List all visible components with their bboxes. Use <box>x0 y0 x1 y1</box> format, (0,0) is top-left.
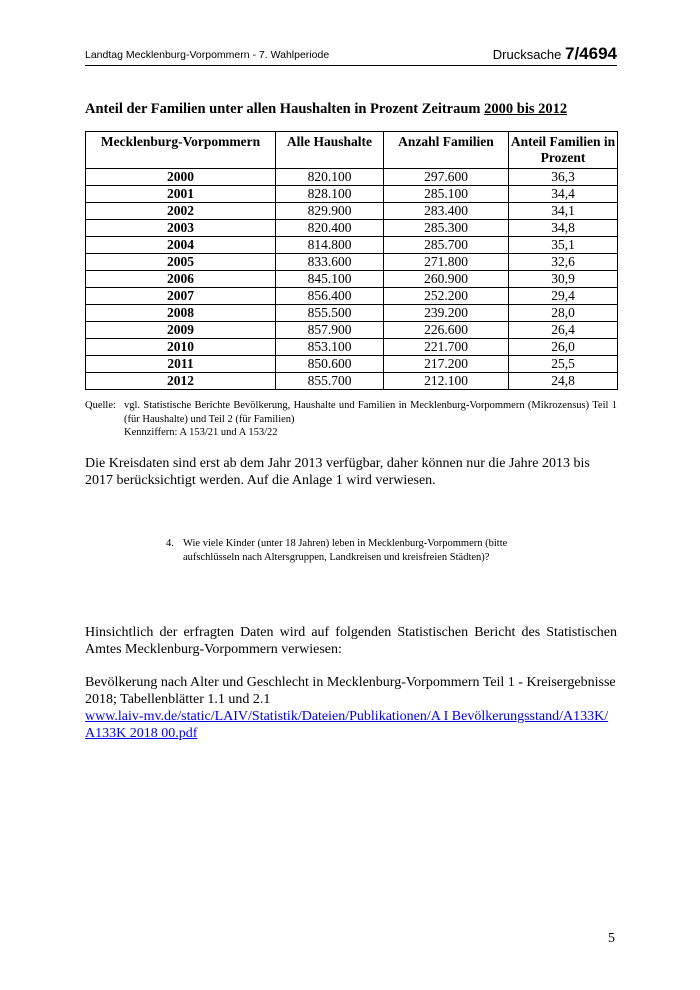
cell-households: 828.100 <box>276 186 384 203</box>
cell-families: 271.800 <box>384 254 509 271</box>
page-number: 5 <box>608 931 615 946</box>
document-number-label: Drucksache <box>492 47 565 62</box>
cell-year: 2010 <box>86 339 276 356</box>
cell-year: 2007 <box>86 288 276 305</box>
table-row <box>86 305 618 322</box>
table-header-row <box>86 132 618 169</box>
source-label: Quelle: <box>85 400 116 411</box>
cell-families: 260.900 <box>384 271 509 288</box>
cell-year: 2003 <box>86 220 276 237</box>
header-title: Landtag Mecklenburg-Vorpommern - 7. Wahlperiode <box>85 49 330 61</box>
column-header-region: Mecklenburg-Vorpommern <box>86 132 276 169</box>
cell-share: 34,1 <box>509 203 618 220</box>
cell-year: 2009 <box>86 322 276 339</box>
table-row <box>86 203 618 220</box>
cell-share: 35,1 <box>509 237 618 254</box>
cell-share: 26,4 <box>509 322 618 339</box>
cell-year: 2008 <box>86 305 276 322</box>
column-header-households: Alle Haushalte <box>276 132 384 169</box>
report-link[interactable]: www.laiv-mv.de/static/LAIV/Statistik/Dateien/Publikationen/A I Bevölkerungsstand/A133K/A133K 2018 00.pdf <box>85 709 609 741</box>
cell-households: 857.900 <box>276 322 384 339</box>
cell-households: 814.800 <box>276 237 384 254</box>
cell-households: 833.600 <box>276 254 384 271</box>
table-row <box>86 356 618 373</box>
cell-families: 221.700 <box>384 339 509 356</box>
cell-households: 820.100 <box>276 169 384 186</box>
cell-families: 297.600 <box>384 169 509 186</box>
cell-share: 26,0 <box>509 339 618 356</box>
page-header <box>85 43 617 66</box>
cell-households: 855.700 <box>276 373 384 390</box>
table-row <box>86 288 618 305</box>
cell-households: 820.400 <box>276 220 384 237</box>
question-block <box>166 537 516 564</box>
cell-year: 2000 <box>86 169 276 186</box>
cell-year: 2011 <box>86 356 276 373</box>
source-note <box>85 399 617 440</box>
column-header-share: Anteil Familien in Prozent <box>509 132 618 169</box>
question-text: Wie viele Kinder (unter 18 Jahren) leben in Mecklenburg-Vorpommern (bitte aufschlüsseln nach Altersgruppen, Landkreisen und kreisfreien Städten)? <box>183 538 508 563</box>
table-row <box>86 220 618 237</box>
cell-share: 36,3 <box>509 169 618 186</box>
cell-families: 252.200 <box>384 288 509 305</box>
cell-share: 25,5 <box>509 356 618 373</box>
cell-households: 855.500 <box>276 305 384 322</box>
question-number: 4. <box>166 538 174 549</box>
cell-households: 845.100 <box>276 271 384 288</box>
cell-households: 829.900 <box>276 203 384 220</box>
report-title: Bevölkerung nach Alter und Geschlecht in Mecklenburg-Vorpommern Teil 1 - Kreisergebnisse 2018; Tabellenblätter 1.1 und 2.1 <box>85 675 616 707</box>
table-row <box>86 186 618 203</box>
table-title-period: 2000 bis 2012 <box>484 101 568 117</box>
paragraph-district-data: Die Kreisdaten sind erst ab dem Jahr 2013 verfügbar, daher können nur die Jahre 2013 bis 2017 berücksichtigt werden. Auf die Anlage 1 wird verwiesen. <box>85 456 590 488</box>
cell-year: 2005 <box>86 254 276 271</box>
cell-households: 853.100 <box>276 339 384 356</box>
cell-families: 226.600 <box>384 322 509 339</box>
cell-households: 850.600 <box>276 356 384 373</box>
family-share-table <box>85 131 618 390</box>
cell-year: 2001 <box>86 186 276 203</box>
cell-families: 212.100 <box>384 373 509 390</box>
cell-families: 217.200 <box>384 356 509 373</box>
report-reference <box>85 674 617 742</box>
table-title-prefix: Anteil der Familien unter allen Haushalten in Prozent Zeitraum <box>85 101 485 117</box>
table-row <box>86 169 618 186</box>
cell-share: 24,8 <box>509 373 618 390</box>
table-row <box>86 271 618 288</box>
cell-families: 239.200 <box>384 305 509 322</box>
cell-families: 285.700 <box>384 237 509 254</box>
document-number <box>493 44 617 64</box>
cell-households: 856.400 <box>276 288 384 305</box>
source-text: vgl. Statistische Berichte Bevölkerung, Haushalte und Familien in Mecklenburg-Vorpommern (Mikrozensus) Teil 1 (für Haushalte) und Teil 2 (für Familien) <box>124 400 617 425</box>
cell-share: 34,4 <box>509 186 618 203</box>
table-row <box>86 373 618 390</box>
table-row <box>86 339 618 356</box>
table-row <box>86 254 618 271</box>
cell-year: 2012 <box>86 373 276 390</box>
cell-year: 2004 <box>86 237 276 254</box>
cell-share: 34,8 <box>509 220 618 237</box>
cell-share: 28,0 <box>509 305 618 322</box>
cell-share: 29,4 <box>509 288 618 305</box>
cell-families: 285.300 <box>384 220 509 237</box>
cell-share: 30,9 <box>509 271 618 288</box>
table-row <box>86 322 618 339</box>
cell-families: 285.100 <box>384 186 509 203</box>
table-row <box>86 237 618 254</box>
cell-year: 2002 <box>86 203 276 220</box>
cell-families: 283.400 <box>384 203 509 220</box>
paragraph-reference: Hinsichtlich der erfragten Daten wird auf folgenden Statistischen Bericht des Statistischen Amtes Mecklenburg-Vorpommern verwiesen: <box>85 625 617 657</box>
table-title <box>85 101 567 118</box>
source-codes: Kennziffern: A 153/21 und A 153/22 <box>124 427 278 438</box>
column-header-families: Anzahl Familien <box>384 132 509 169</box>
cell-year: 2006 <box>86 271 276 288</box>
cell-share: 32,6 <box>509 254 618 271</box>
document-number-value: 7/4694 <box>565 44 617 63</box>
